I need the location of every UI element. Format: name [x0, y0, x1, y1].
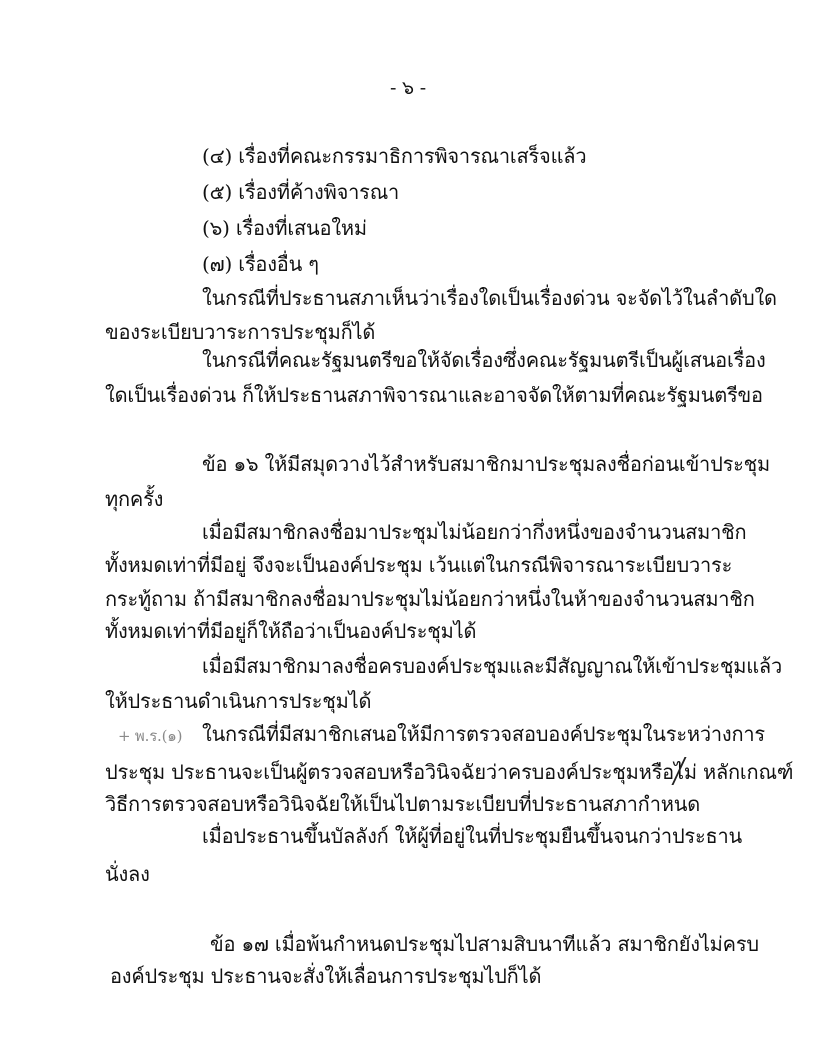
paragraph-line: ทุกครั้ง: [105, 487, 164, 511]
paragraph-line: องค์ประชุม ประธานจะสั่งให้เลื่อนการประชุมไปก็ได้: [110, 964, 542, 988]
paragraph-line: ในกรณีที่ประธานสภาเห็นว่าเรื่องใดเป็นเรื่องด่วน จะจัดไว้ในลำดับใด: [202, 286, 777, 310]
paragraph-line: ในกรณีที่คณะรัฐมนตรีขอให้จัดเรื่องซึ่งคณะรัฐมนตรีเป็นผู้เสนอเรื่อง: [202, 348, 766, 372]
paragraph-line: ใดเป็นเรื่องด่วน ก็ให้ประธานสภาพิจารณาและอาจจัดให้ตามที่คณะรัฐมนตรีขอ: [105, 383, 763, 407]
paragraph-line: เมื่อประธานขึ้นบัลลังก์ ให้ผู้ที่อยู่ในที่ประชุมยืนขึ้นจนกว่าประธาน: [202, 824, 743, 848]
paragraph-line: ของระเบียบวาระการประชุมก็ได้: [105, 320, 376, 344]
paragraph-line: ทั้งหมดเท่าที่มีอยู่ จึงจะเป็นองค์ประชุม เว้นแต่ในกรณีพิจารณาระเบียบวาระ: [105, 553, 733, 577]
page-number: - ๖ -: [390, 77, 426, 99]
paragraph-line: กระทู้ถาม ถ้ามีสมาชิกลงชื่อมาประชุมไม่น้อยกว่าหนึ่งในห้าของจำนวนสมาชิก: [105, 587, 755, 611]
paragraph-line: นั่งลง: [105, 862, 150, 886]
amendment-note: + พ.ร.(๑): [118, 727, 183, 745]
paragraph-line: เมื่อมีสมาชิกลงชื่อมาประชุมไม่น้อยกว่ากึ่งหนึ่งของจำนวนสมาชิก: [202, 520, 747, 544]
clause-16-heading: ข้อ ๑๖ ให้มีสมุดวางไว้สำหรับสมาชิกมาประชุมลงชื่อก่อนเข้าประชุม: [202, 452, 771, 476]
paragraph-line: ให้ประธานดำเนินการประชุมได้: [105, 689, 372, 713]
list-item-7: (๗) เรื่องอื่น ๆ: [202, 252, 319, 276]
list-item-6: (๖) เรื่องที่เสนอใหม่: [202, 216, 367, 240]
paragraph-line: ประชุม ประธานจะเป็นผู้ตรวจสอบหรือวินิจฉัยว่าครบองค์ประชุมหรือไม่ หลักเกณฑ์: [105, 760, 794, 784]
paragraph-line: ในกรณีที่มีสมาชิกเสนอให้มีการตรวจสอบองค์ประชุมในระหว่างการ: [202, 722, 765, 746]
clause-17-heading: ข้อ ๑๗ เมื่อพ้นกำหนดประชุมไปสามสิบนาทีแล้ว สมาชิกยังไม่ครบ: [210, 932, 759, 956]
paragraph-line: เมื่อมีสมาชิกมาลงชื่อครบองค์ประชุมและมีสัญญาณให้เข้าประชุมแล้ว: [202, 654, 782, 678]
paragraph-line: ทั้งหมดเท่าที่มีอยู่ก็ให้ถือว่าเป็นองค์ประชุมได้: [105, 619, 477, 643]
list-item-4: (๔) เรื่องที่คณะกรรมาธิการพิจารณาเสร็จแล้ว: [202, 144, 587, 168]
list-item-5: (๕) เรื่องที่ค้างพิจารณา: [202, 180, 400, 204]
paragraph-line: วิธีการตรวจสอบหรือวินิจฉัยให้เป็นไปตามระเบียบที่ประธานสภากำหนด: [105, 792, 701, 816]
